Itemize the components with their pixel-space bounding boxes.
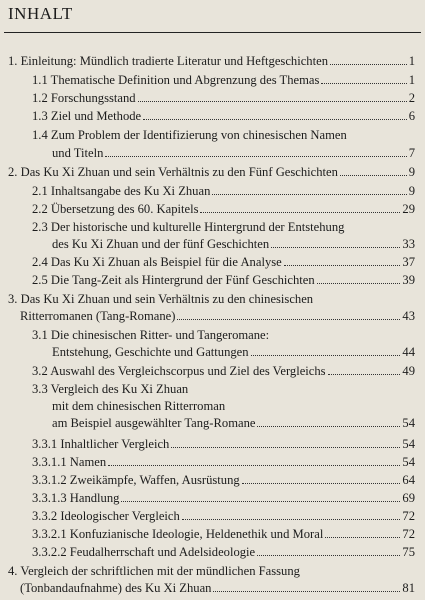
toc-entry-text: des Ku Xi Zhuan und der fünf Geschichten — [52, 237, 270, 251]
toc-entry-3-3-2-2[interactable] — [32, 544, 415, 560]
toc-entry-4-line-1[interactable]: 4. Vergleich der schriftlichen mit der mündlichen Fassung — [8, 564, 300, 578]
dot-leader — [340, 175, 407, 176]
dot-leader — [212, 194, 406, 195]
dot-leader — [321, 83, 406, 84]
toc-entry-3-1[interactable] — [52, 344, 415, 360]
toc-entry-3-3-1-2[interactable] — [32, 472, 415, 488]
toc-page-number: 6 — [408, 109, 415, 123]
dot-leader — [330, 64, 407, 65]
toc-page-number: 72 — [402, 509, 415, 523]
toc-entry-3-3-line-1[interactable]: 3.3 Vergleich des Ku Xi Zhuan — [32, 382, 189, 396]
toc-entry-text: 2.5 Die Tang-Zeit als Hintergrund der Fünf Geschichten — [32, 273, 315, 287]
toc-entry-2-1[interactable] — [32, 183, 415, 199]
toc-entry-text: 2. Das Ku Xi Zhuan und sein Verhältnis zu den Fünf Geschichten — [8, 165, 338, 179]
dot-leader — [328, 374, 401, 375]
dot-leader — [143, 119, 407, 120]
dot-leader — [121, 501, 400, 502]
toc-entry-3-3-1-1[interactable] — [32, 454, 415, 470]
toc-entry-text: Entstehung, Geschichte und Gattungen — [52, 345, 249, 359]
toc-page-number: 1 — [408, 73, 415, 87]
toc-entry-3[interactable] — [20, 308, 415, 324]
toc-page-number: 81 — [402, 581, 415, 595]
toc-entry-3-1-line-1[interactable]: 3.1 Die chinesischen Ritter- und Tangeromane: — [32, 328, 270, 342]
toc-heading: INHALT — [8, 4, 73, 23]
toc-page-number: 43 — [402, 309, 415, 323]
toc-entry-3-3[interactable] — [52, 415, 415, 431]
dot-leader — [325, 537, 400, 538]
toc-page-number: 1 — [408, 54, 415, 68]
toc-entry-3-line-1[interactable]: 3. Das Ku Xi Zhuan und sein Verhältnis zu den chinesischen — [8, 292, 314, 306]
toc-page-number: 54 — [402, 455, 415, 469]
toc-entry-3-2[interactable] — [32, 363, 415, 379]
toc-entry-text: 3.3.2.2 Feudalherrschaft und Adelsideologie — [32, 545, 256, 559]
toc-entry-text: (Tonbandaufnahme) des Ku Xi Zhuan — [20, 581, 212, 595]
dot-leader — [200, 212, 400, 213]
toc-entry-text: und Titeln — [52, 146, 104, 160]
toc-page-number: 75 — [402, 545, 415, 559]
toc-entry-1-4-line-1[interactable]: 1.4 Zum Problem der Identifizierung von chinesischen Namen — [32, 128, 347, 142]
toc-entry-1-2[interactable] — [32, 90, 415, 106]
dot-leader — [242, 483, 401, 484]
toc-entry-1-1[interactable] — [32, 72, 415, 88]
dot-leader — [177, 319, 400, 320]
toc-page-number: 9 — [408, 165, 415, 179]
toc-entry-2-2[interactable] — [32, 201, 415, 217]
dot-leader — [317, 283, 401, 284]
toc-entry-text: 2.4 Das Ku Xi Zhuan als Beispiel für die Analyse — [32, 255, 282, 269]
toc-page-number: 64 — [402, 473, 415, 487]
dot-leader — [182, 519, 401, 520]
toc-entry-text: am Beispiel ausgewählter Tang-Romane — [52, 416, 256, 430]
toc-entry-text: 3.2 Auswahl des Vergleichscorpus und Ziel des Vergleichs — [32, 364, 326, 378]
toc-page-number: 49 — [402, 364, 415, 378]
toc-page-number: 44 — [402, 345, 415, 359]
toc-entry-2-5[interactable] — [32, 272, 415, 288]
heading-rule — [4, 32, 421, 33]
toc-entry-3-3-1-3[interactable] — [32, 490, 415, 506]
toc-entry-text: 1.1 Thematische Definition und Abgrenzung des Themas — [32, 73, 320, 87]
dot-leader — [138, 101, 407, 102]
toc-page-number: 69 — [402, 491, 415, 505]
toc-page-number: 33 — [402, 237, 415, 251]
toc-page-number: 7 — [408, 146, 415, 160]
toc-entry-text: 1.3 Ziel und Methode — [32, 109, 142, 123]
dot-leader — [105, 156, 406, 157]
dot-leader — [257, 555, 400, 556]
toc-page-number: 54 — [402, 416, 415, 430]
toc-entry-text: 3.3.2.1 Konfuzianische Ideologie, Heldenethik und Moral — [32, 527, 324, 541]
toc-page-number: 39 — [402, 273, 415, 287]
dot-leader — [251, 355, 401, 356]
dot-leader — [213, 591, 400, 592]
toc-entry-3-3-2-1[interactable] — [32, 526, 415, 542]
toc-entry-2[interactable] — [8, 164, 415, 180]
toc-page-number: 54 — [402, 437, 415, 451]
toc-entry-2-3-line-1[interactable]: 2.3 Der historische und kulturelle Hintergrund der Entstehung — [32, 220, 345, 234]
toc-entry-text: 3.3.1.2 Zweikämpfe, Waffen, Ausrüstung — [32, 473, 240, 487]
toc-page-number: 2 — [408, 91, 415, 105]
dot-leader — [171, 447, 400, 448]
toc-page-number: 37 — [402, 255, 415, 269]
toc-entry-text: 2.1 Inhaltsangabe des Ku Xi Zhuan — [32, 184, 211, 198]
toc-entry-text: 3.3.1.1 Namen — [32, 455, 107, 469]
dot-leader — [108, 465, 400, 466]
toc-entry-text: Ritterromanen (Tang-Romane) — [20, 309, 176, 323]
dot-leader — [257, 426, 400, 427]
dot-leader — [271, 247, 400, 248]
toc-entry-text: 2.2 Übersetzung des 60. Kapitels — [32, 202, 199, 216]
toc-page-number: 9 — [408, 184, 415, 198]
toc-entry-4[interactable] — [20, 580, 415, 596]
toc-entry-1-4[interactable] — [52, 145, 415, 161]
toc-entry-text: 3.3.2 Ideologischer Vergleich — [32, 509, 180, 523]
toc-entry-3-3-1[interactable] — [32, 436, 415, 452]
dot-leader — [284, 265, 401, 266]
toc-entry-1-3[interactable] — [32, 108, 415, 124]
toc-entry-2-3[interactable] — [52, 236, 415, 252]
toc-entry-text: 1. Einleitung: Mündlich tradierte Literatur und Heftgeschichten — [8, 54, 328, 68]
toc-entry-text: 1.2 Forschungsstand — [32, 91, 136, 105]
toc-page-number: 29 — [402, 202, 415, 216]
toc-entry-3-3-2[interactable] — [32, 508, 415, 524]
toc-entry-text: 3.3.1.3 Handlung — [32, 491, 120, 505]
toc-entry-1[interactable] — [8, 53, 415, 69]
toc-entry-3-3-line-2[interactable]: mit dem chinesischen Ritterroman — [52, 399, 226, 413]
toc-page-number: 72 — [402, 527, 415, 541]
toc-entry-text: 3.3.1 Inhaltlicher Vergleich — [32, 437, 170, 451]
toc-entry-2-4[interactable] — [32, 254, 415, 270]
